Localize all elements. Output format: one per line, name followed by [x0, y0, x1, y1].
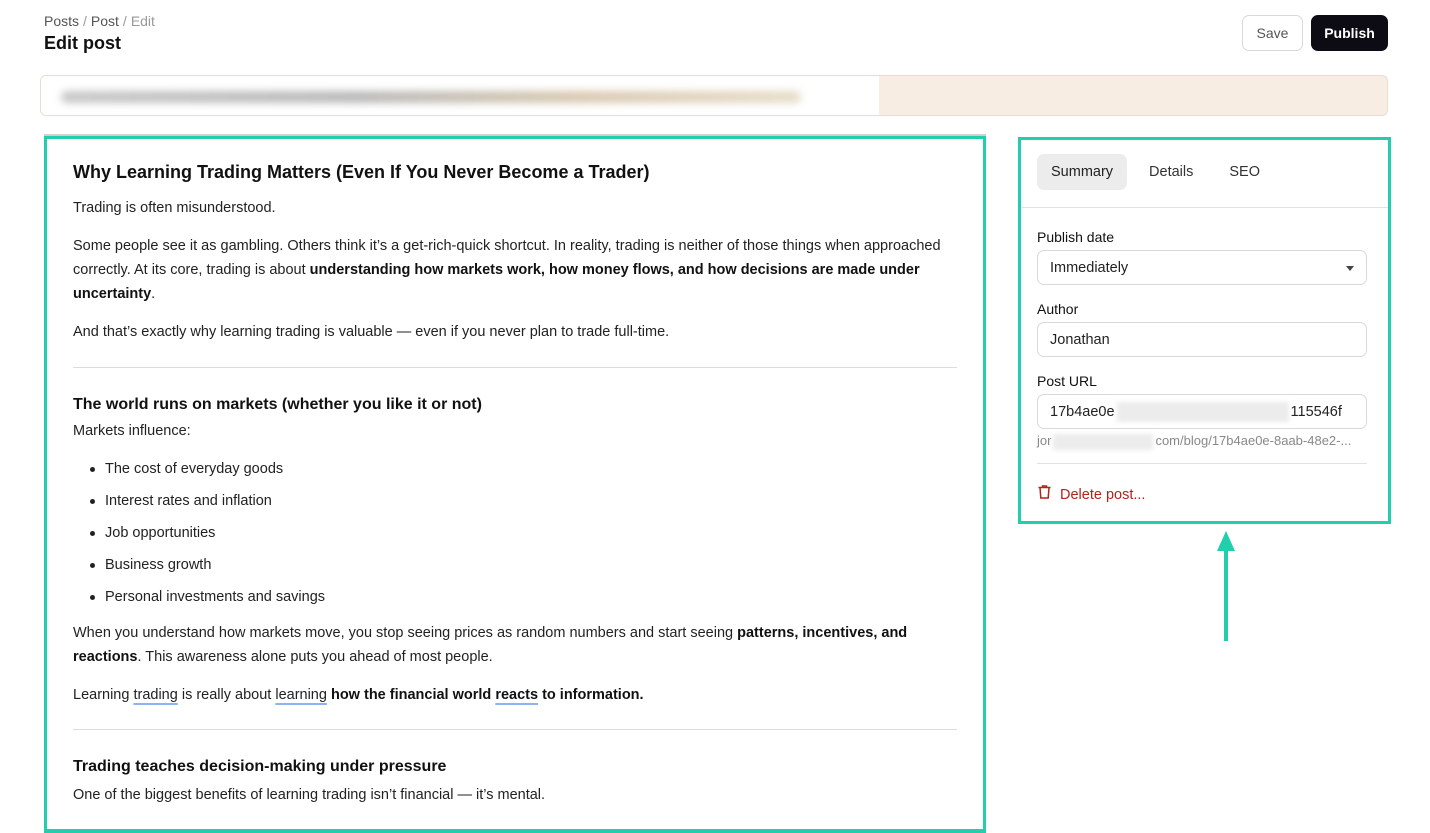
breadcrumb-post[interactable]: Post	[90, 13, 119, 29]
post-editor[interactable]	[44, 136, 986, 833]
redacted-text	[1117, 402, 1289, 422]
spellcheck-word[interactable]: trading	[133, 687, 178, 703]
tab-seo[interactable]: SEO	[1229, 164, 1260, 180]
breadcrumb-edit: Edit	[130, 13, 155, 29]
tab-details[interactable]: Details	[1149, 164, 1194, 180]
breadcrumb-separator: /	[83, 13, 87, 29]
post-url-input[interactable]	[1037, 394, 1367, 429]
caret-down-icon	[1346, 266, 1354, 271]
publish-date-select[interactable]	[1037, 250, 1367, 285]
list-item: Personal investments and savings	[73, 585, 957, 617]
redacted-text	[1053, 434, 1153, 450]
spellcheck-word[interactable]: learning	[275, 687, 327, 703]
post-url-prefix: 17b4ae0e	[1050, 403, 1115, 420]
settings-tabs	[1037, 154, 1274, 192]
delete-post-label: Delete post...	[1060, 486, 1146, 503]
spellcheck-word[interactable]: reacts	[495, 687, 539, 703]
bold-text: understanding how markets work, how money flows, and how decisions are made under uncertainty	[73, 262, 920, 302]
paragraph: Learning trading is really about learning how the financial world reacts to information.	[73, 687, 644, 703]
notice-banner	[40, 75, 1388, 116]
bold-text: patterns, incentives, and reactions	[73, 625, 908, 665]
url-hint-suffix: com/blog/17b4ae0e-8aab-48e2-...	[1155, 433, 1352, 448]
paragraph: And that’s exactly why learning trading is valuable — even if you never plan to trade full-time.	[73, 324, 670, 340]
post-url-suffix: 115546f	[1290, 403, 1342, 420]
editor-content[interactable]	[47, 139, 983, 829]
breadcrumb-separator: /	[122, 13, 127, 29]
paragraph: Trading is often misunderstood.	[73, 200, 276, 216]
page-title: Edit post	[44, 33, 121, 53]
paragraph: When you understand how markets move, you stop seeing prices as random numbers and start seeing patterns, incentives, and reactions. This awareness alone puts you ahead of most people.	[73, 625, 908, 665]
url-hint-prefix: jor	[1037, 433, 1052, 448]
annotation-arrow	[1224, 546, 1228, 641]
divider	[1021, 207, 1388, 208]
section-heading: Trading teaches decision-making under pressure	[73, 758, 447, 775]
publish-button[interactable]: Publish	[1311, 15, 1388, 51]
post-url-preview	[1037, 433, 1351, 450]
paragraph: Some people see it as gambling. Others think it’s a get-rich-quick shortcut. In reality, trading is neither of those things when approached correctly. At its core, trading is about understanding how markets work, how money flows, and how decisions are made under uncertainty.	[73, 238, 941, 302]
bullet-list	[73, 457, 957, 617]
list-item: Business growth	[73, 553, 957, 585]
paragraph: Markets influence:	[73, 423, 191, 439]
author-input[interactable]	[1037, 322, 1367, 357]
divider	[1037, 463, 1367, 464]
delete-post-button[interactable]	[1037, 484, 1145, 505]
redacted-banner-text	[41, 76, 879, 116]
divider	[73, 729, 957, 730]
trash-icon	[1037, 484, 1052, 505]
tab-summary[interactable]: Summary	[1037, 154, 1127, 190]
article-title: Why Learning Trading Matters (Even If You Never Become a Trader)	[73, 162, 650, 182]
list-item: Job opportunities	[73, 521, 957, 553]
divider	[73, 367, 957, 368]
breadcrumb	[44, 13, 155, 29]
list-item: Interest rates and inflation	[73, 489, 957, 521]
list-item: The cost of everyday goods	[73, 457, 957, 489]
post-url-label: Post URL	[1037, 373, 1097, 389]
publish-date-label: Publish date	[1037, 229, 1115, 245]
save-button[interactable]: Save	[1242, 15, 1303, 51]
author-value: Jonathan	[1050, 331, 1110, 348]
post-settings-panel	[1018, 137, 1391, 524]
author-label: Author	[1037, 301, 1079, 317]
publish-date-value: Immediately	[1050, 259, 1129, 276]
section-heading: The world runs on markets (whether you like it or not)	[73, 396, 482, 413]
paragraph: One of the biggest benefits of learning trading isn’t financial — it’s mental.	[73, 787, 546, 803]
breadcrumb-posts[interactable]: Posts	[44, 13, 80, 29]
